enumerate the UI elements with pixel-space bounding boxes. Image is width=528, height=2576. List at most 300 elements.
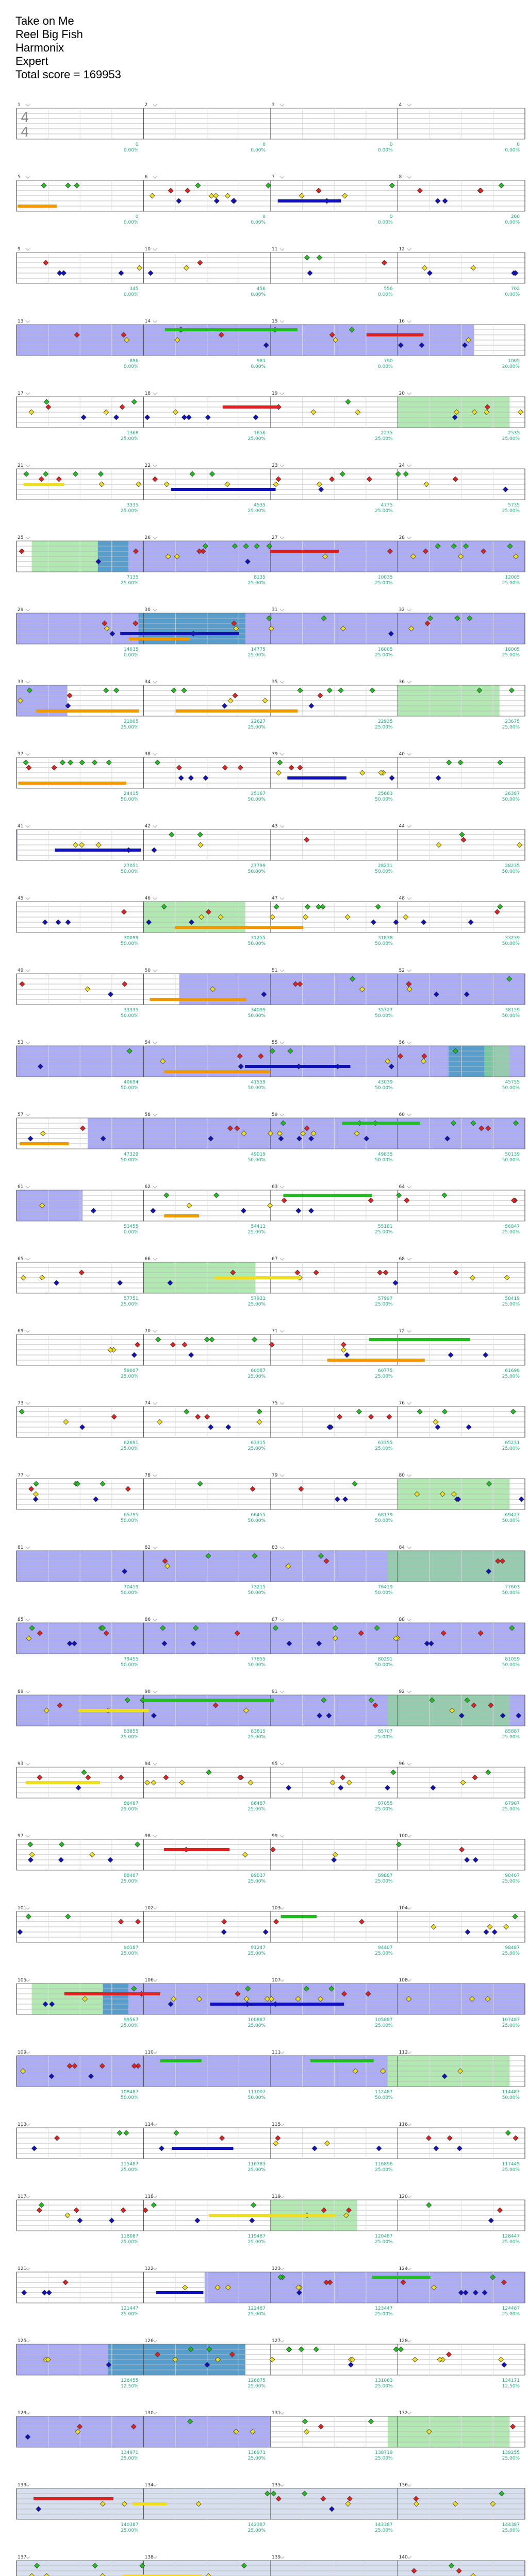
measure-score-31: 16005 (377, 647, 393, 652)
measure-score-28: 12005 (505, 575, 520, 580)
measure-pct-119: 25.00% (375, 2240, 393, 2245)
note-18-17 (510, 1409, 516, 1414)
note-9-16 (458, 760, 463, 765)
measure-score-124: 124487 (502, 2306, 520, 2311)
note-24-14 (29, 1852, 35, 1857)
measure-score-10: 456 (256, 286, 266, 292)
measure-pct-64: 25.00% (502, 1230, 520, 1235)
note-30-21 (183, 2285, 188, 2290)
measure-pct-79: 50.00% (375, 1518, 393, 1523)
note-12-7 (108, 992, 113, 997)
measure-pct-131: 25.00% (375, 2456, 393, 2461)
tempo-marker-81 (26, 1547, 30, 1549)
note-25-16 (65, 1914, 71, 1919)
note-8-0 (67, 693, 72, 698)
sustain-27-1 (160, 2059, 202, 2062)
note-5-10 (367, 477, 372, 482)
measure-pct-96: 25.00% (502, 1807, 520, 1812)
tempo-marker-10 (153, 248, 157, 250)
measure-score-67: 57997 (377, 1296, 393, 1301)
note-1-3 (214, 198, 219, 204)
sustain-8-0 (36, 709, 139, 713)
measure-pct-98: 25.00% (248, 1879, 266, 1884)
measure-pct-22: 25.00% (248, 509, 266, 514)
measure-pct-126: 25.00% (248, 2384, 266, 2389)
note-11-14 (56, 920, 61, 925)
note-29-9 (39, 2202, 44, 2208)
tempo-marker-96 (407, 1763, 411, 1765)
measure-number-108: 108 (399, 1978, 408, 1983)
note-16-7 (314, 1270, 319, 1275)
measure-number-88: 88 (399, 1617, 405, 1622)
tempo-marker-106 (153, 1979, 157, 1981)
measure-number-132: 132 (399, 2411, 408, 2416)
tempo-marker-140 (407, 2556, 411, 2558)
note-2-16 (197, 260, 203, 265)
tempo-marker-27 (280, 537, 284, 539)
measure-pct-50: 50.00% (248, 1013, 266, 1019)
measure-number-61: 61 (18, 1184, 24, 1190)
measure-score-86: 77855 (251, 1657, 266, 1662)
measure-pct-108: 25.00% (502, 2023, 520, 2028)
measure-score-27: 10035 (377, 575, 393, 580)
measure-pct-122: 25.00% (248, 2312, 266, 2317)
note-1-18 (478, 188, 483, 193)
tempo-marker-83 (280, 1547, 284, 1549)
tempo-marker-80 (407, 1475, 411, 1477)
measure-pct-102: 25.00% (248, 1951, 266, 1956)
note-14-0 (80, 1126, 85, 1131)
measure-score-20: 2535 (508, 431, 520, 436)
measure-score-72: 61699 (505, 1368, 520, 1374)
measure-number-45: 45 (18, 896, 24, 901)
note-28-14 (505, 2130, 510, 2136)
measure-number-114: 114 (144, 2122, 154, 2127)
note-24-13 (28, 1857, 33, 1862)
note-10-2 (73, 842, 78, 848)
measure-score-32: 18005 (505, 647, 520, 652)
measure-score-52: 38159 (505, 1008, 520, 1013)
measure-score-30: 14775 (251, 647, 266, 652)
measure-score-53: 40694 (123, 1080, 139, 1085)
note-28-7 (124, 2130, 129, 2136)
measure-pct-116: 25.00% (502, 2167, 520, 2173)
note-32-4 (302, 2419, 307, 2424)
measure-pct-17: 25.00% (121, 436, 139, 442)
note-18-11 (19, 1409, 24, 1414)
measure-number-123: 123 (272, 2266, 281, 2272)
measure-number-24: 24 (399, 463, 405, 468)
measure-pct-51: 50.00% (375, 1013, 393, 1019)
note-23-5 (286, 1785, 291, 1790)
note-1-14 (176, 198, 182, 204)
measure-pct-62: 25.00% (248, 1230, 266, 1235)
tempo-marker-84 (407, 1547, 411, 1549)
measure-pct-132: 25.00% (502, 2456, 520, 2461)
sustain-13-0 (245, 1065, 350, 1068)
measure-number-100: 100 (399, 1834, 408, 1839)
tempo-marker-67 (280, 1258, 284, 1260)
note-25-14 (359, 1919, 365, 1924)
note-17-15 (448, 1352, 453, 1358)
note-23-20 (179, 1780, 185, 1785)
measure-pct-129: 25.00% (121, 2456, 139, 2461)
measure-number-59: 59 (272, 1112, 278, 1117)
note-9-9 (68, 760, 73, 765)
measure-number-139: 139 (272, 2555, 281, 2560)
measure-pct-11: 0.00% (377, 292, 393, 297)
note-1-23 (74, 183, 79, 188)
note-19-9 (335, 1497, 340, 1502)
tempo-marker-98 (153, 1835, 157, 1837)
measure-number-135: 135 (272, 2483, 281, 2488)
note-25-10 (136, 1919, 141, 1924)
tempo-marker-110 (153, 2052, 157, 2054)
note-10-5 (436, 842, 441, 848)
note-32-7 (510, 2424, 516, 2429)
measure-score-84: 77603 (505, 1585, 520, 1590)
note-19-19 (100, 1481, 105, 1486)
note-16-4 (118, 1280, 123, 1285)
measure-number-41: 41 (18, 824, 24, 829)
measure-pct-90: 25.00% (248, 1735, 266, 1740)
note-16-12 (295, 1270, 300, 1275)
measure-score-78: 66455 (251, 1513, 266, 1518)
measure-score-126: 126875 (248, 2378, 266, 2383)
measure-score-114: 116783 (248, 2162, 266, 2167)
note-1-10 (342, 193, 348, 198)
measure-number-47: 47 (272, 896, 278, 901)
tempo-marker-2 (153, 104, 157, 106)
measure-score-115: 116896 (375, 2162, 393, 2167)
note-24-9 (473, 1857, 478, 1862)
artist-name: Reel Big Fish (15, 28, 83, 41)
measure-number-28: 28 (399, 535, 405, 540)
measure-score-43: 28231 (377, 863, 393, 869)
note-10-1 (461, 837, 466, 842)
measure-pct-49: 50.00% (121, 1013, 139, 1019)
tempo-marker-92 (407, 1691, 411, 1693)
sustain-23-0 (26, 1781, 100, 1784)
measure-number-36: 36 (399, 680, 405, 685)
measure-score-74: 63315 (251, 1440, 266, 1446)
sustain-7-1 (120, 632, 239, 635)
measure-number-76: 76 (399, 1401, 405, 1406)
note-5-6 (39, 477, 44, 482)
measure-score-105: 99567 (123, 2018, 139, 2023)
note-1-11 (499, 183, 504, 188)
note-9-21 (52, 765, 57, 770)
measure-pct-5: 0.00% (123, 220, 139, 225)
measure-score-107: 105887 (375, 2018, 393, 2023)
measure-score-1: 0 (135, 142, 139, 147)
measure-pct-32: 25.00% (502, 653, 520, 658)
measure-number-89: 89 (18, 1689, 24, 1694)
measure-number-38: 38 (144, 752, 151, 757)
measure-number-102: 102 (144, 1906, 154, 1911)
tempo-marker-95 (280, 1763, 284, 1765)
tempo-marker-94 (153, 1763, 157, 1765)
note-18-13 (257, 1409, 262, 1414)
note-5-21 (43, 471, 48, 477)
note-19-4 (33, 1497, 38, 1502)
note-25-6 (18, 1929, 23, 1935)
note-1-2 (150, 193, 155, 198)
note-28-2 (513, 2136, 518, 2141)
measure-score-12: 702 (510, 286, 520, 292)
note-10-10 (517, 842, 522, 848)
note-4-3 (114, 415, 119, 420)
note-31-20 (446, 2352, 451, 2357)
tempo-marker-59 (280, 1114, 284, 1116)
tempo-marker-104 (407, 1907, 411, 1909)
measure-pct-114: 25.00% (248, 2167, 266, 2173)
note-17-14 (189, 1352, 194, 1358)
sustain-30-1 (156, 2291, 204, 2294)
note-1-5 (417, 188, 422, 193)
note-15-5 (442, 1193, 447, 1198)
measure-pct-45: 50.00% (121, 941, 139, 946)
measure-number-78: 78 (144, 1473, 151, 1478)
measure-score-132: 139255 (502, 2450, 520, 2455)
note-1-13 (442, 198, 448, 204)
measure-number-27: 27 (272, 535, 278, 540)
note-29-16 (121, 2208, 126, 2213)
note-18-22 (387, 1414, 392, 1419)
measure-number-64: 64 (399, 1184, 405, 1190)
note-8-6 (182, 688, 187, 693)
measure-number-16: 16 (399, 319, 405, 324)
sustain-16-1 (238, 1276, 286, 1279)
tempo-marker-58 (153, 1114, 157, 1116)
note-9-7 (23, 760, 28, 765)
measure-score-19: 2235 (381, 431, 393, 436)
note-11-7 (274, 904, 279, 909)
measure-number-70: 70 (144, 1329, 151, 1334)
note-5-7 (73, 471, 78, 477)
tempo-marker-33 (26, 681, 30, 683)
note-31-2 (348, 2362, 353, 2367)
measure-pct-121: 25.00% (121, 2312, 139, 2317)
note-1-19 (389, 183, 394, 188)
tempo-marker-74 (153, 1402, 157, 1404)
note-9-20 (155, 760, 160, 765)
tempo-marker-79 (280, 1475, 284, 1477)
note-8-12 (228, 698, 233, 703)
measure-pct-97: 25.00% (121, 1879, 139, 1884)
measure-score-103: 94407 (377, 1945, 393, 1951)
note-2-9 (304, 255, 309, 260)
measure-pct-83: 50.00% (375, 1590, 393, 1596)
sustain-30-0 (372, 2276, 431, 2279)
measure-score-38: 25167 (251, 791, 266, 796)
measure-score-69: 59007 (123, 1368, 139, 1374)
measure-number-3: 3 (272, 103, 275, 108)
sustain-10-0 (55, 849, 141, 852)
measure-score-55: 43039 (377, 1080, 393, 1085)
note-28-1 (324, 2141, 329, 2146)
note-19-13 (93, 1497, 98, 1502)
measure-score-16: 1005 (508, 359, 520, 364)
measure-score-63: 55181 (377, 1224, 393, 1229)
note-15-13 (368, 1198, 373, 1203)
note-16-0 (504, 1275, 509, 1280)
note-18-15 (257, 1419, 262, 1425)
measure-score-36: 23675 (505, 719, 520, 724)
measure-pct-89: 25.00% (121, 1735, 139, 1740)
measure-number-31: 31 (272, 607, 278, 613)
measure-number-25: 25 (18, 535, 24, 540)
note-11-8 (375, 904, 381, 909)
measure-number-140: 140 (399, 2555, 408, 2560)
note-17-13 (135, 1342, 140, 1347)
tempo-marker-71 (280, 1330, 284, 1332)
note-15-11 (241, 1208, 246, 1213)
tempo-marker-29 (26, 609, 30, 611)
tempo-marker-17 (26, 393, 30, 395)
measure-number-35: 35 (272, 680, 278, 685)
note-18-9 (184, 1409, 189, 1414)
note-4-13 (46, 404, 51, 410)
tempo-marker-60 (407, 1114, 411, 1116)
tempo-marker-88 (407, 1619, 411, 1621)
note-11-16 (494, 909, 500, 914)
sustain-17-0 (369, 1338, 470, 1341)
note-28-17 (174, 2130, 179, 2136)
note-31-10 (286, 2347, 291, 2352)
measure-pct-67: 25.00% (375, 1302, 393, 1307)
note-9-4 (238, 765, 243, 770)
measure-score-106: 100887 (248, 2018, 266, 2023)
measure-number-67: 67 (272, 1257, 278, 1262)
measure-number-52: 52 (399, 968, 405, 973)
measure-score-13: 896 (129, 359, 139, 364)
measure-number-125: 125 (18, 2338, 27, 2344)
measure-pct-38: 50.00% (248, 797, 266, 802)
measure-number-118: 118 (144, 2194, 154, 2199)
note-31-24 (437, 2357, 442, 2362)
note-5-16 (153, 477, 158, 482)
note-2-12 (119, 270, 124, 276)
measure-pct-59: 50.00% (375, 1158, 393, 1163)
measure-score-118: 119487 (248, 2234, 266, 2239)
tempo-marker-121 (26, 2268, 30, 2270)
measure-number-91: 91 (272, 1689, 278, 1694)
note-16-13 (40, 1275, 45, 1280)
measure-number-126: 126 (144, 2338, 154, 2344)
note-6-13 (19, 549, 24, 554)
measure-score-100: 90407 (505, 1873, 520, 1878)
measure-score-44: 28235 (505, 863, 520, 869)
measure-number-106: 106 (144, 1978, 154, 1983)
measure-number-83: 83 (272, 1545, 278, 1550)
measure-pct-66: 25.00% (248, 1302, 266, 1307)
note-24-4 (135, 1842, 140, 1847)
note-9-15 (289, 765, 294, 770)
note-23-12 (472, 1775, 477, 1780)
tempo-marker-112 (407, 2052, 411, 2054)
tempo-marker-45 (26, 897, 30, 900)
note-28-8 (55, 2136, 60, 2141)
note-25-9 (465, 1929, 470, 1935)
measure-number-60: 60 (399, 1112, 405, 1117)
tempo-marker-19 (280, 393, 284, 395)
note-5-17 (225, 482, 230, 487)
tempo-marker-55 (280, 1042, 284, 1044)
measure-score-95: 87055 (377, 1801, 393, 1806)
measure-pct-107: 25.00% (375, 2023, 393, 2028)
measure-number-43: 43 (272, 824, 278, 829)
measure-pct-82: 50.00% (248, 1590, 266, 1596)
sustain-29-0 (209, 2214, 336, 2217)
measure-pct-20: 25.00% (502, 436, 520, 442)
sustain-3-0 (367, 333, 423, 336)
note-17-2 (182, 1342, 187, 1347)
measure-pct-37: 50.00% (121, 797, 139, 802)
measure-score-125: 126455 (121, 2378, 139, 2383)
measure-number-80: 80 (399, 1473, 405, 1478)
measure-score-113: 115487 (121, 2162, 139, 2167)
tempo-marker-53 (26, 1042, 30, 1044)
note-17-1 (344, 1352, 350, 1358)
measure-pct-118: 25.00% (248, 2240, 266, 2245)
note-24-3 (333, 1852, 338, 1857)
tempo-marker-117 (26, 2196, 30, 2198)
measure-number-121: 121 (18, 2266, 27, 2272)
measure-number-37: 37 (18, 752, 24, 757)
tempo-marker-113 (26, 2124, 30, 2126)
measure-score-26: 8135 (254, 575, 266, 580)
measure-number-103: 103 (272, 1906, 281, 1911)
measure-pct-110: 50.00% (248, 2095, 266, 2100)
measure-pct-111: 50.00% (375, 2095, 393, 2100)
measure-pct-26: 25.00% (248, 581, 266, 586)
measure-number-19: 19 (272, 391, 278, 396)
note-18-7 (435, 1425, 440, 1430)
measure-score-90: 83815 (251, 1729, 266, 1734)
note-19-17 (519, 1497, 524, 1502)
tempo-marker-122 (153, 2268, 157, 2270)
sustain-5-0 (24, 483, 64, 486)
measure-pct-63: 25.00% (375, 1230, 393, 1235)
tempo-marker-66 (153, 1258, 157, 1260)
measure-score-50: 34099 (251, 1008, 266, 1013)
tempo-marker-57 (26, 1114, 30, 1116)
note-29-3 (195, 2218, 200, 2223)
tempo-marker-51 (280, 970, 284, 972)
tempo-marker-34 (153, 681, 157, 683)
measure-pct-28: 25.00% (502, 581, 520, 586)
note-28-15 (376, 2146, 382, 2151)
measure-number-133: 133 (18, 2483, 27, 2488)
tempo-marker-11 (280, 248, 284, 250)
note-25-1 (118, 1919, 123, 1924)
note-15-4 (187, 1203, 192, 1208)
note-5-13 (24, 471, 29, 477)
note-2-4 (317, 255, 322, 260)
note-11-10 (305, 904, 310, 909)
measure-score-45: 30099 (123, 936, 139, 941)
sustain-14-1 (342, 1122, 420, 1125)
tempo-marker-134 (153, 2484, 157, 2486)
measure-number-98: 98 (144, 1834, 151, 1839)
note-31-13 (499, 2357, 504, 2362)
instrument-name: Harmonix (15, 41, 64, 54)
measure-pct-85: 50.00% (121, 1663, 139, 1668)
note-1-24 (231, 198, 236, 204)
note-17-5 (252, 1337, 257, 1342)
tempo-marker-43 (280, 825, 284, 827)
